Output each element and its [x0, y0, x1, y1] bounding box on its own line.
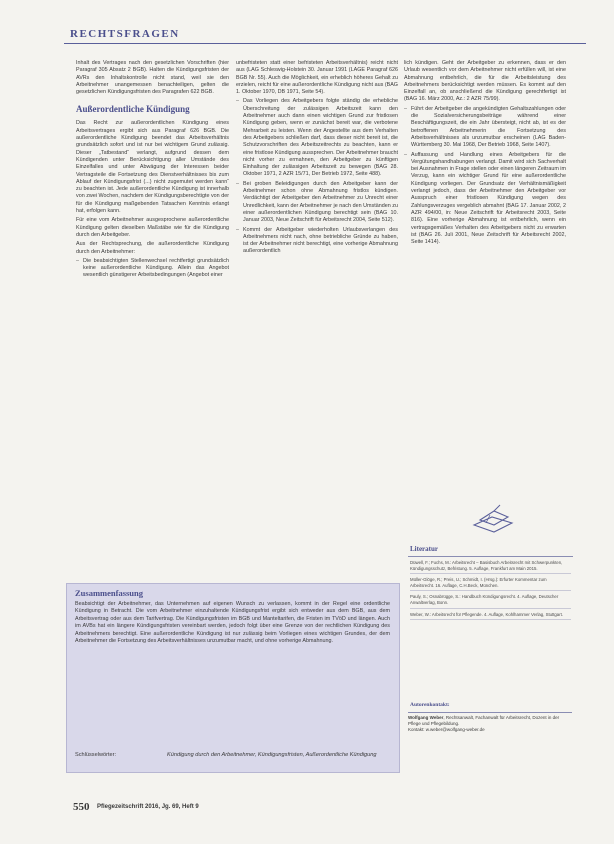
- keywords-text: Kündigung durch den Arbeitnehmer, Kündigungsfristen, Außerordentliche Kündigung: [167, 752, 377, 758]
- author-contact: Kontakt: w.weber@wolfgang-weber.de: [408, 727, 485, 732]
- literature-item: Müller-Glöge, R.; Preis, U.; Schmidt, I. (Hrsg.): Erfurter Kommentar zum Arbeitsrecht. 16. Auflage, C.H.Beck, München.: [410, 577, 571, 591]
- paragraph: unbefristeten statt einer befristeten Arbeitsverhältnis) reicht nicht aus (LAG Schleswig-Holstein 30. Januar 1991 (LAGE Paragraf 626 BGB Nr. 55). Auch die Möglichkeit, ein erheblich höheres Gehalt zu erzielen, reicht für eine außerordentliche Kündigung nicht aus (BAG 1. Oktober 1970, DB 1971, Seite 54).: [236, 60, 398, 96]
- paragraph: lich kündigen. Geht der Arbeitgeber zu erkennen, dass er den Urlaub wesentlich vor dem Arbeitnehmer nicht erfüllen will, ist eine Abmahnung entbehrlich, die für die Arbeitsleistung des Arbeitnehmers berücksichtigt werden müssen. Es kommt auf den Einzelfall an, ob anschließend die Kündigung gerechtfertigt ist (BAG 16. März 2000, Az.: 2 AZR 75/99).: [404, 60, 566, 103]
- header-rule: [64, 43, 586, 44]
- keywords-label: Schlüsselwörter:: [75, 752, 117, 758]
- bullet-item: – Die beabsichtigten Stellenwechsel rechtfertigt grundsätzlich keine außerordentliche Kündigung. Allein das Angebot wesentlich günstigerer Arbeitsbedingungen (Angebot einer: [76, 258, 229, 280]
- bullet-item: – Kommt der Arbeitgeber wiederholten Urlaubsverlangen des Arbeitnehmers nicht nach, ohne betriebliche Gründe zu haben, ist der Arbeitnehmer nicht berechtigt, eine vorherige Abmahnung außerordentlich: [236, 227, 398, 256]
- author-name: Wolfgang Weber: [408, 715, 444, 720]
- section-title: RECHTSFRAGEN: [70, 28, 180, 40]
- subheading: Außerordentliche Kündigung: [76, 104, 190, 115]
- text-column-2: [236, 60, 398, 258]
- literature-item: Weber, W.: Arbeitsrecht für Pflegende. 4. Auflage, Kohlhammer Verlag, Stuttgart.: [410, 612, 571, 621]
- literature-title: Literatur: [410, 545, 438, 553]
- books-icon: [470, 503, 516, 535]
- paragraph: Aus der Rechtsprechung, die außerordentliche Kündigung durch den Arbeitnehmer:: [76, 241, 229, 255]
- literature-item: Düwell, F.; Fuchs, M.: Arbeitsrecht – Basisbuch Arbeitsrecht mit Schwerpunkten, Kündigungsschutz, Befristung. 5. Auflage, Frankfurt am Main 2015.: [410, 560, 571, 574]
- text-column-3: [404, 60, 566, 248]
- paragraph: Das Recht zur außerordentlichen Kündigung eines Arbeitsvertrages ergibt sich aus Paragraf 626 BGB. Die außerordentliche Kündigung beendet das Arbeitsverhältnis grundsätzlich sofort und ist nur bei wichtigem Grund zulässig. Dieser „Tatbestand“ verlangt, aufgrund dessen dem Kündigenden unter Berücksichtigung aller Umstände des Einzelfalles und unter Abwägung der Interessen beider Vertragsteile die Fortsetzung des Dienstverhältnisses bis zum Ablauf der Kündigungsfrist (...) nicht zugemutet werden kann“ zu beachten ist. Jede außerordentliche Kündigung ist innerhalb von zwei Wochen, nachdem der Kündigungsberechtigte von der für die Kündigung maßgebenden Tatsachen Kenntnis erlangt hat, erfolgen kann.: [76, 120, 229, 215]
- bullet-item: – Das Vorliegen des Arbeitgebers folgte ständig die erhebliche Überschreitung der zulässigen Arbeitszeit kann den Arbeitnehmer auch dann einen wichtigen Grund zur fristlosen Kündigung geben, wenn er zunächst bereit war, die verbotene Mehrarbeit zu leisten. Wenn der Angestellte aus dem Verhalten des Arbeitgebers schließen darf, dass dieser nicht bereit ist, die Schutzvorschriften des Arbeitszeitrechts zu beachten, kann er eine fristlose Kündigung aussprechen. Der Arbeitnehmer braucht nicht vorher zu ermahnen, den Arbeitgeber zu künftigen Einhaltung der zulässigen Arbeitszeit zu bewegen (BAG 28. Oktober 1971, 2 AZR 15/71, Der Betrieb 1972, Seite 488).: [236, 98, 398, 178]
- author-contact-heading: Autorenkontakt:: [410, 702, 450, 708]
- author-bio: Rechtsanwalt, Fachanwalt für Arbeitsrecht, Dozent in der Pflege und Pflegebildung.: [408, 715, 560, 726]
- summary-box: [66, 583, 400, 773]
- paragraph: Für eine vom Arbeitnehmer ausgesprochene außerordentliche Kündigung gelten dieselben Maßstäbe wie für die Kündigung durch den Arbeitgeber.: [76, 217, 229, 238]
- paragraph: Inhalt des Vertrages nach den gesetzlichen Vorschriften (hier Paragraf 305 Absatz 2 BGB). Halten die Kündigungsfristen der AVRs den Inhaltskontrolle nicht stand, weil sie den Arbeitnehmer unangemessen benachteiligen, gelten die gesetzlichen Kündigungsfristen des Paragrafen 622 BGB.: [76, 60, 229, 96]
- text-column-1: [76, 60, 229, 282]
- summary-text: Beabsichtigt der Arbeitnehmer, das Unternehmen auf eigenen Wunsch zu verlassen, kommt in der Regel eine ordentliche Kündigung in Betracht. Die vom Arbeitnehmer einzuhaltende Kündigungsfrist ergibt sich entweder aus dem BGB, aus dem Arbeitsvertrag oder aus dem Tarifvertrag. Die Kündigungsfristen im BGB und Manteltarifen, die Fristen im TVöD und längen. Auch im AVBs hat ein längere Kündigungsfristen vereinbart werden, jedoch folgt über eine Grenze von der rechtlichen Kündigung des Arbeitnehmers berechtigt. Eine außerordentliche Kündigung ist nur zulässig beim Vorliegen eines wichtigen Grundes, der dem Arbeitnehmer die Fortsetzung des Arbeitsverhältnisses unzumutbar macht, und ohne vorherige Abmahnung.: [75, 601, 390, 645]
- bullet-item: – Auffassung und Handlung eines Arbeitgebers für die Vergütungshandhabungen verlangt. Damit wird sich Sachverhalt bei Ausnahmen in Frage stellen oder einen längeren Zeitraum im Verzug, kann ein wichtiger Grund für eine außerordentliche Kündigung vorliegen. Der Grundsatz der Verhältnismäßigkeit verlangt jedoch, dass der Arbeitnehmer den Arbeitgeber vor Ausspruch einer fristlosen Kündigung wegen des Zahlungsverzuges vergeblich abmahnt (BAG 17. Januar 2002, 2 AZR 494/00, in: Neue Zeitschrift für Arbeitsrecht 2003, Seite 816). Eine vorherige Abmahnung ist entbehrlich, wenn ein vertragsgemäßes Verhalten des Arbeitgebers nicht zu erwarten ist (BAG 26. Juli 2001, Neue Zeitschrift für Arbeitsrecht 2002, Seite 1414).: [404, 152, 566, 247]
- bullet-item: – Führt der Arbeitgeber die angekündigten Gehaltszahlungen oder die Sozialversicherungsbeiträge während einer Beschäftigungszeit, die ein Jahr übersteigt, nicht ab, ist es der betroffenen Arbeitnehmerin die Fortsetzung des Arbeitsverhältnisses als unzumutbar erscheinen (LAG Baden-Württemberg 30. Mai 1968, Der Betrieb 1968, Seite 1407).: [404, 106, 566, 150]
- bullet-item: – Bei groben Beleidigungen durch den Arbeitgeber kann der Arbeitnehmer schon ohne Abmahnung fristlos kündigen. Verdächtigt der Arbeitgeber den Arbeitnehmer zu Unrecht einer Unredlichkeit, kann der Arbeitnehmer je nach den Umständen zu einer außerordentlichen Kündigung berechtigt sein (BAG 10. Januar 2003, Neue Zeitschrift für Arbeitsrecht 2004, Seite 512).: [236, 181, 398, 225]
- author-contact-box: Wolfgang Weber, Rechtsanwalt, Fachanwalt für Arbeitsrecht, Dozent in der Pflege und Pflegebildung. Kontakt: w.weber@wolfgang-weber.de: [408, 712, 572, 759]
- summary-title: Zusammenfassung: [75, 588, 144, 598]
- literature-item: Pauly, S.; Osnabrügge, S.: Handbuch Kündigungsrecht. 4. Auflage, Deutscher Anwaltverlag, Bonn.: [410, 594, 571, 608]
- page-number: 550: [73, 801, 90, 813]
- journal-reference: Pflegezeitschrift 2016, Jg. 69, Heft 9: [97, 804, 199, 810]
